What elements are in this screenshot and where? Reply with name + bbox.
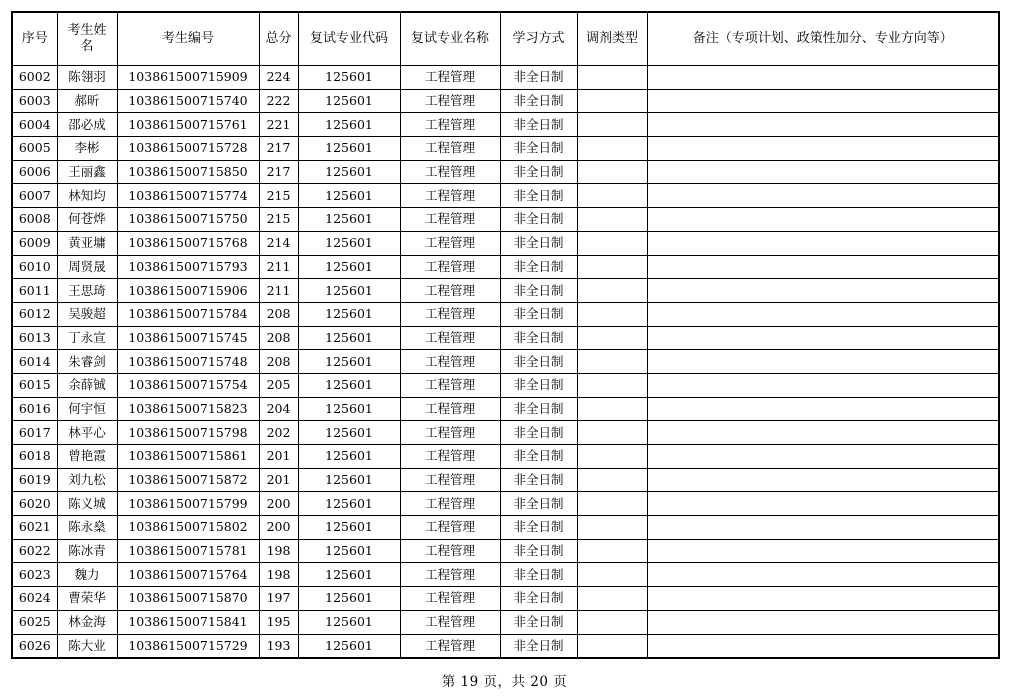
cell-name: 曹荣华 xyxy=(57,587,117,611)
cell-major-name: 工程管理 xyxy=(400,445,500,469)
table-row xyxy=(12,160,999,184)
cell-total-score: 222 xyxy=(259,89,298,113)
cell-study-mode: 非全日制 xyxy=(500,350,577,374)
cell-total-score: 217 xyxy=(259,160,298,184)
cell-remarks xyxy=(647,587,999,611)
cell-seq: 6006 xyxy=(12,160,57,184)
cell-study-mode: 非全日制 xyxy=(500,587,577,611)
cell-study-mode: 非全日制 xyxy=(500,563,577,587)
cell-name: 郝昕 xyxy=(57,89,117,113)
cell-remarks xyxy=(647,563,999,587)
cell-remarks xyxy=(647,160,999,184)
table-row xyxy=(12,350,999,374)
cell-study-mode: 非全日制 xyxy=(500,492,577,516)
cell-study-mode: 非全日制 xyxy=(500,302,577,326)
cell-name: 王丽鑫 xyxy=(57,160,117,184)
cell-study-mode: 非全日制 xyxy=(500,208,577,232)
cell-total-score: 224 xyxy=(259,66,298,90)
cell-seq: 6009 xyxy=(12,231,57,255)
cell-exam-id: 103861500715872 xyxy=(117,468,259,492)
cell-major-code: 125601 xyxy=(298,326,400,350)
cell-major-name: 工程管理 xyxy=(400,587,500,611)
cell-major-name: 工程管理 xyxy=(400,468,500,492)
cell-study-mode: 非全日制 xyxy=(500,137,577,161)
cell-total-score: 214 xyxy=(259,231,298,255)
cell-remarks xyxy=(647,89,999,113)
cell-transfer-type xyxy=(577,137,647,161)
cell-exam-id: 103861500715799 xyxy=(117,492,259,516)
cell-exam-id: 103861500715909 xyxy=(117,66,259,90)
cell-exam-id: 103861500715728 xyxy=(117,137,259,161)
cell-major-code: 125601 xyxy=(298,279,400,303)
cell-major-code: 125601 xyxy=(298,89,400,113)
table-row xyxy=(12,208,999,232)
cell-name: 王思琦 xyxy=(57,279,117,303)
cell-name: 林平心 xyxy=(57,421,117,445)
cell-study-mode: 非全日制 xyxy=(500,634,577,658)
cell-transfer-type xyxy=(577,634,647,658)
cell-remarks xyxy=(647,610,999,634)
table-row xyxy=(12,421,999,445)
cell-seq: 6007 xyxy=(12,184,57,208)
cell-transfer-type xyxy=(577,587,647,611)
cell-exam-id: 103861500715823 xyxy=(117,397,259,421)
cell-transfer-type xyxy=(577,255,647,279)
table-row xyxy=(12,397,999,421)
cell-major-name: 工程管理 xyxy=(400,373,500,397)
cell-name: 黄亚墉 xyxy=(57,231,117,255)
cell-total-score: 202 xyxy=(259,421,298,445)
cell-seq: 6010 xyxy=(12,255,57,279)
header-cell-transfer-type: 调剂类型 xyxy=(577,12,647,66)
header-cell-name: 考生姓名 xyxy=(57,12,117,66)
cell-name: 朱睿剑 xyxy=(57,350,117,374)
cell-transfer-type xyxy=(577,492,647,516)
cell-exam-id: 103861500715793 xyxy=(117,255,259,279)
cell-name: 丁永宣 xyxy=(57,326,117,350)
table-row xyxy=(12,492,999,516)
cell-total-score: 195 xyxy=(259,610,298,634)
cell-total-score: 208 xyxy=(259,302,298,326)
table-row xyxy=(12,89,999,113)
cell-major-code: 125601 xyxy=(298,421,400,445)
cell-seq: 6022 xyxy=(12,539,57,563)
cell-study-mode: 非全日制 xyxy=(500,445,577,469)
cell-remarks xyxy=(647,137,999,161)
header-cell-seq: 序号 xyxy=(12,12,57,66)
cell-name: 陈冰青 xyxy=(57,539,117,563)
cell-seq: 6025 xyxy=(12,610,57,634)
cell-major-name: 工程管理 xyxy=(400,89,500,113)
cell-seq: 6017 xyxy=(12,421,57,445)
cell-exam-id: 103861500715764 xyxy=(117,563,259,587)
cell-total-score: 211 xyxy=(259,279,298,303)
header-cell-remarks: 备注（专项计划、政策性加分、专业方向等） xyxy=(647,12,999,66)
cell-remarks xyxy=(647,445,999,469)
cell-major-code: 125601 xyxy=(298,468,400,492)
table-row xyxy=(12,113,999,137)
cell-major-name: 工程管理 xyxy=(400,610,500,634)
cell-exam-id: 103861500715768 xyxy=(117,231,259,255)
cell-major-code: 125601 xyxy=(298,208,400,232)
cell-major-name: 工程管理 xyxy=(400,634,500,658)
table-row xyxy=(12,326,999,350)
cell-seq: 6023 xyxy=(12,563,57,587)
table-row xyxy=(12,539,999,563)
cell-exam-id: 103861500715798 xyxy=(117,421,259,445)
cell-transfer-type xyxy=(577,421,647,445)
cell-total-score: 208 xyxy=(259,326,298,350)
cell-study-mode: 非全日制 xyxy=(500,326,577,350)
table-row xyxy=(12,634,999,658)
cell-name: 曾艳霞 xyxy=(57,445,117,469)
cell-study-mode: 非全日制 xyxy=(500,66,577,90)
cell-major-name: 工程管理 xyxy=(400,160,500,184)
cell-major-name: 工程管理 xyxy=(400,421,500,445)
cell-name: 陈翎羽 xyxy=(57,66,117,90)
cell-seq: 6003 xyxy=(12,89,57,113)
table-row xyxy=(12,563,999,587)
cell-transfer-type xyxy=(577,302,647,326)
table-row xyxy=(12,231,999,255)
cell-name: 林知均 xyxy=(57,184,117,208)
cell-remarks xyxy=(647,373,999,397)
cell-major-code: 125601 xyxy=(298,184,400,208)
cell-major-code: 125601 xyxy=(298,350,400,374)
cell-major-name: 工程管理 xyxy=(400,326,500,350)
cell-remarks xyxy=(647,302,999,326)
cell-major-name: 工程管理 xyxy=(400,302,500,326)
cell-transfer-type xyxy=(577,231,647,255)
cell-major-code: 125601 xyxy=(298,563,400,587)
table-row xyxy=(12,587,999,611)
cell-total-score: 201 xyxy=(259,468,298,492)
cell-seq: 6002 xyxy=(12,66,57,90)
cell-name: 何宇恒 xyxy=(57,397,117,421)
cell-study-mode: 非全日制 xyxy=(500,421,577,445)
cell-study-mode: 非全日制 xyxy=(500,89,577,113)
cell-seq: 6004 xyxy=(12,113,57,137)
cell-remarks xyxy=(647,468,999,492)
cell-exam-id: 103861500715745 xyxy=(117,326,259,350)
table-row xyxy=(12,516,999,540)
cell-name: 林金海 xyxy=(57,610,117,634)
cell-total-score: 205 xyxy=(259,373,298,397)
cell-major-code: 125601 xyxy=(298,610,400,634)
cell-remarks xyxy=(647,326,999,350)
cell-study-mode: 非全日制 xyxy=(500,516,577,540)
cell-exam-id: 103861500715861 xyxy=(117,445,259,469)
table-row xyxy=(12,137,999,161)
cell-remarks xyxy=(647,231,999,255)
cell-remarks xyxy=(647,279,999,303)
cell-transfer-type xyxy=(577,66,647,90)
cell-study-mode: 非全日制 xyxy=(500,160,577,184)
cell-exam-id: 103861500715784 xyxy=(117,302,259,326)
table-row xyxy=(12,610,999,634)
header-cell-total-score: 总分 xyxy=(259,12,298,66)
cell-major-code: 125601 xyxy=(298,160,400,184)
cell-seq: 6021 xyxy=(12,516,57,540)
cell-major-code: 125601 xyxy=(298,539,400,563)
cell-name: 陈大业 xyxy=(57,634,117,658)
cell-study-mode: 非全日制 xyxy=(500,539,577,563)
cell-total-score: 215 xyxy=(259,208,298,232)
cell-remarks xyxy=(647,516,999,540)
cell-total-score: 204 xyxy=(259,397,298,421)
cell-seq: 6016 xyxy=(12,397,57,421)
cell-transfer-type xyxy=(577,350,647,374)
cell-major-name: 工程管理 xyxy=(400,137,500,161)
cell-total-score: 197 xyxy=(259,587,298,611)
cell-seq: 6020 xyxy=(12,492,57,516)
cell-major-code: 125601 xyxy=(298,231,400,255)
cell-remarks xyxy=(647,255,999,279)
table-body xyxy=(12,66,999,659)
cell-total-score: 215 xyxy=(259,184,298,208)
cell-major-code: 125601 xyxy=(298,113,400,137)
candidate-table xyxy=(11,11,1000,659)
cell-exam-id: 103861500715781 xyxy=(117,539,259,563)
cell-exam-id: 103861500715774 xyxy=(117,184,259,208)
cell-study-mode: 非全日制 xyxy=(500,373,577,397)
cell-study-mode: 非全日制 xyxy=(500,231,577,255)
cell-remarks xyxy=(647,421,999,445)
cell-total-score: 200 xyxy=(259,492,298,516)
cell-remarks xyxy=(647,634,999,658)
cell-major-code: 125601 xyxy=(298,634,400,658)
cell-name: 陈义城 xyxy=(57,492,117,516)
cell-major-code: 125601 xyxy=(298,587,400,611)
cell-major-code: 125601 xyxy=(298,373,400,397)
cell-transfer-type xyxy=(577,610,647,634)
cell-seq: 6011 xyxy=(12,279,57,303)
cell-study-mode: 非全日制 xyxy=(500,113,577,137)
cell-transfer-type xyxy=(577,113,647,137)
cell-major-name: 工程管理 xyxy=(400,279,500,303)
page-number-footer: 第 19 页，共 20 页 xyxy=(441,674,568,690)
cell-major-name: 工程管理 xyxy=(400,208,500,232)
cell-exam-id: 103861500715754 xyxy=(117,373,259,397)
cell-name: 吴骏超 xyxy=(57,302,117,326)
table-row xyxy=(12,279,999,303)
cell-exam-id: 103861500715870 xyxy=(117,587,259,611)
cell-major-name: 工程管理 xyxy=(400,113,500,137)
cell-transfer-type xyxy=(577,208,647,232)
cell-exam-id: 103861500715802 xyxy=(117,516,259,540)
cell-total-score: 201 xyxy=(259,445,298,469)
cell-major-code: 125601 xyxy=(298,66,400,90)
cell-transfer-type xyxy=(577,326,647,350)
cell-remarks xyxy=(647,539,999,563)
cell-exam-id: 103861500715740 xyxy=(117,89,259,113)
header-cell-major-code: 复试专业代码 xyxy=(298,12,400,66)
cell-total-score: 198 xyxy=(259,563,298,587)
cell-total-score: 208 xyxy=(259,350,298,374)
cell-transfer-type xyxy=(577,373,647,397)
cell-major-name: 工程管理 xyxy=(400,255,500,279)
cell-study-mode: 非全日制 xyxy=(500,397,577,421)
cell-major-name: 工程管理 xyxy=(400,516,500,540)
table-row xyxy=(12,468,999,492)
table-row xyxy=(12,373,999,397)
cell-remarks xyxy=(647,350,999,374)
cell-seq: 6019 xyxy=(12,468,57,492)
cell-name: 何苍烨 xyxy=(57,208,117,232)
cell-transfer-type xyxy=(577,445,647,469)
cell-total-score: 200 xyxy=(259,516,298,540)
cell-major-code: 125601 xyxy=(298,445,400,469)
cell-exam-id: 103861500715841 xyxy=(117,610,259,634)
cell-major-name: 工程管理 xyxy=(400,350,500,374)
cell-major-code: 125601 xyxy=(298,397,400,421)
cell-exam-id: 103861500715906 xyxy=(117,279,259,303)
cell-transfer-type xyxy=(577,279,647,303)
cell-remarks xyxy=(647,113,999,137)
cell-total-score: 217 xyxy=(259,137,298,161)
cell-transfer-type xyxy=(577,160,647,184)
cell-study-mode: 非全日制 xyxy=(500,184,577,208)
cell-name: 刘九松 xyxy=(57,468,117,492)
table-row xyxy=(12,66,999,90)
cell-seq: 6012 xyxy=(12,302,57,326)
cell-remarks xyxy=(647,208,999,232)
cell-study-mode: 非全日制 xyxy=(500,255,577,279)
header-cell-exam-id: 考生编号 xyxy=(117,12,259,66)
cell-major-code: 125601 xyxy=(298,492,400,516)
cell-seq: 6013 xyxy=(12,326,57,350)
cell-major-name: 工程管理 xyxy=(400,231,500,255)
cell-exam-id: 103861500715748 xyxy=(117,350,259,374)
table-row xyxy=(12,255,999,279)
table-row xyxy=(12,302,999,326)
cell-name: 李彬 xyxy=(57,137,117,161)
cell-transfer-type xyxy=(577,89,647,113)
cell-major-code: 125601 xyxy=(298,302,400,326)
cell-total-score: 211 xyxy=(259,255,298,279)
cell-major-name: 工程管理 xyxy=(400,184,500,208)
cell-exam-id: 103861500715750 xyxy=(117,208,259,232)
cell-seq: 6026 xyxy=(12,634,57,658)
cell-name: 周贤晟 xyxy=(57,255,117,279)
cell-exam-id: 103861500715761 xyxy=(117,113,259,137)
table-row xyxy=(12,445,999,469)
cell-major-code: 125601 xyxy=(298,137,400,161)
cell-study-mode: 非全日制 xyxy=(500,468,577,492)
cell-study-mode: 非全日制 xyxy=(500,279,577,303)
cell-total-score: 193 xyxy=(259,634,298,658)
cell-name: 陈永燊 xyxy=(57,516,117,540)
cell-transfer-type xyxy=(577,563,647,587)
cell-name: 余薛铖 xyxy=(57,373,117,397)
cell-seq: 6015 xyxy=(12,373,57,397)
cell-seq: 6024 xyxy=(12,587,57,611)
cell-seq: 6014 xyxy=(12,350,57,374)
cell-major-name: 工程管理 xyxy=(400,563,500,587)
document-sheet xyxy=(11,11,998,659)
cell-transfer-type xyxy=(577,184,647,208)
cell-total-score: 198 xyxy=(259,539,298,563)
cell-exam-id: 103861500715850 xyxy=(117,160,259,184)
cell-major-name: 工程管理 xyxy=(400,539,500,563)
cell-study-mode: 非全日制 xyxy=(500,610,577,634)
table-header-row xyxy=(12,12,999,66)
cell-major-code: 125601 xyxy=(298,516,400,540)
cell-transfer-type xyxy=(577,516,647,540)
cell-name: 邵必成 xyxy=(57,113,117,137)
cell-exam-id: 103861500715729 xyxy=(117,634,259,658)
table-row xyxy=(12,184,999,208)
cell-major-name: 工程管理 xyxy=(400,397,500,421)
cell-major-name: 工程管理 xyxy=(400,492,500,516)
cell-remarks xyxy=(647,492,999,516)
cell-seq: 6008 xyxy=(12,208,57,232)
cell-remarks xyxy=(647,66,999,90)
header-cell-study-mode: 学习方式 xyxy=(500,12,577,66)
cell-seq: 6005 xyxy=(12,137,57,161)
cell-remarks xyxy=(647,397,999,421)
cell-major-code: 125601 xyxy=(298,255,400,279)
cell-major-name: 工程管理 xyxy=(400,66,500,90)
cell-total-score: 221 xyxy=(259,113,298,137)
cell-transfer-type xyxy=(577,539,647,563)
header-cell-major-name: 复试专业名称 xyxy=(400,12,500,66)
cell-seq: 6018 xyxy=(12,445,57,469)
cell-remarks xyxy=(647,184,999,208)
cell-transfer-type xyxy=(577,468,647,492)
cell-transfer-type xyxy=(577,397,647,421)
cell-name: 魏力 xyxy=(57,563,117,587)
